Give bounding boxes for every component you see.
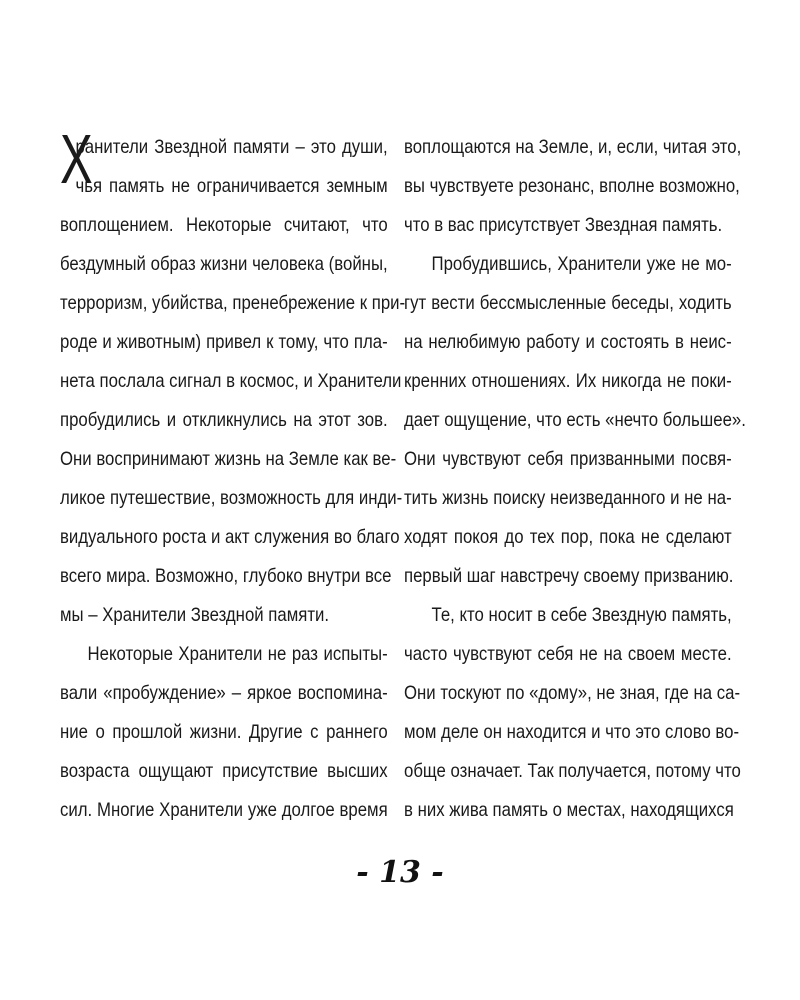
right-column <box>404 128 746 830</box>
text-line: кренних отношениях. Их никогда не поки- <box>404 370 732 392</box>
text-line: мом деле он находится и что это слово во- <box>404 721 740 743</box>
text-line: роде и животным) привел к тому, что пла- <box>60 331 388 353</box>
text-line: что в вас присутствует Звездная память. <box>404 214 723 236</box>
left-column <box>60 128 406 830</box>
text-line: чья память не ограничивается земным <box>75 175 388 197</box>
text-line: гут вести бессмысленные беседы, ходить <box>404 292 732 314</box>
text-line: бездумный образ жизни человека (войны, <box>60 253 388 275</box>
text-line: дает ощущение, что есть «нечто большее». <box>404 409 746 431</box>
text-line: видуального роста и акт служения во благо <box>60 526 400 548</box>
text-line: тить жизнь поиску неизведанного и не на- <box>404 487 732 509</box>
text-line: мы – Хранители Звездной памяти. <box>60 604 330 626</box>
drop-cap: Х <box>60 120 93 198</box>
text-line: возраста ощущают присутствие высших <box>60 760 388 782</box>
page-number: - 13 - <box>356 855 444 890</box>
text-line: в них жива память о местах, находящихся <box>404 799 734 821</box>
text-line: ранители Звездной памяти – это души, <box>75 136 388 158</box>
text-line: воплощением. Некоторые считают, что <box>60 214 388 236</box>
text-line: ходят покоя до тех пор, пока не сделают <box>404 526 732 548</box>
text-line: вы чувствуете резонанс, вполне возможно, <box>404 175 740 197</box>
text-line: часто чувствуют себя не на своем месте. <box>404 643 732 665</box>
text-line: Те, кто носит в себе Звездную память, <box>431 604 732 626</box>
text-line: первый шаг навстречу своему призванию. <box>404 565 734 587</box>
text-line: на нелюбимую работу и состоять в неис- <box>404 331 732 353</box>
text-line: Пробудившись, Хранители уже не мо- <box>431 253 732 275</box>
text-line: Они тоскуют по «дому», не зная, где на са- <box>404 682 741 704</box>
text-line: Некоторые Хранители не раз испыты- <box>87 643 388 665</box>
text-line: Они чувствуют себя призванными посвя- <box>404 448 732 470</box>
text-line: всего мира. Возможно, глубоко внутри все <box>60 565 392 587</box>
text-line: терроризм, убийства, пренебрежение к при- <box>60 292 406 314</box>
text-line: вали «пробуждение» – яркое воспомина- <box>60 682 388 704</box>
text-line: пробудились и откликнулись на этот зов. <box>60 409 388 431</box>
text-line: сил. Многие Хранители уже долгое время <box>60 799 388 821</box>
text-line: воплощаются на Земле, и, если, читая это, <box>404 136 742 158</box>
text-line: ние о прошлой жизни. Другие с раннего <box>60 721 388 743</box>
text-line: Они воспринимают жизнь на Земле как ве- <box>60 448 397 470</box>
text-line: обще означает. Так получается, потому что <box>404 760 741 782</box>
text-line: ликое путешествие, возможность для инди- <box>60 487 403 509</box>
text-line: нета послала сигнал в космос, и Хранители <box>60 370 402 392</box>
